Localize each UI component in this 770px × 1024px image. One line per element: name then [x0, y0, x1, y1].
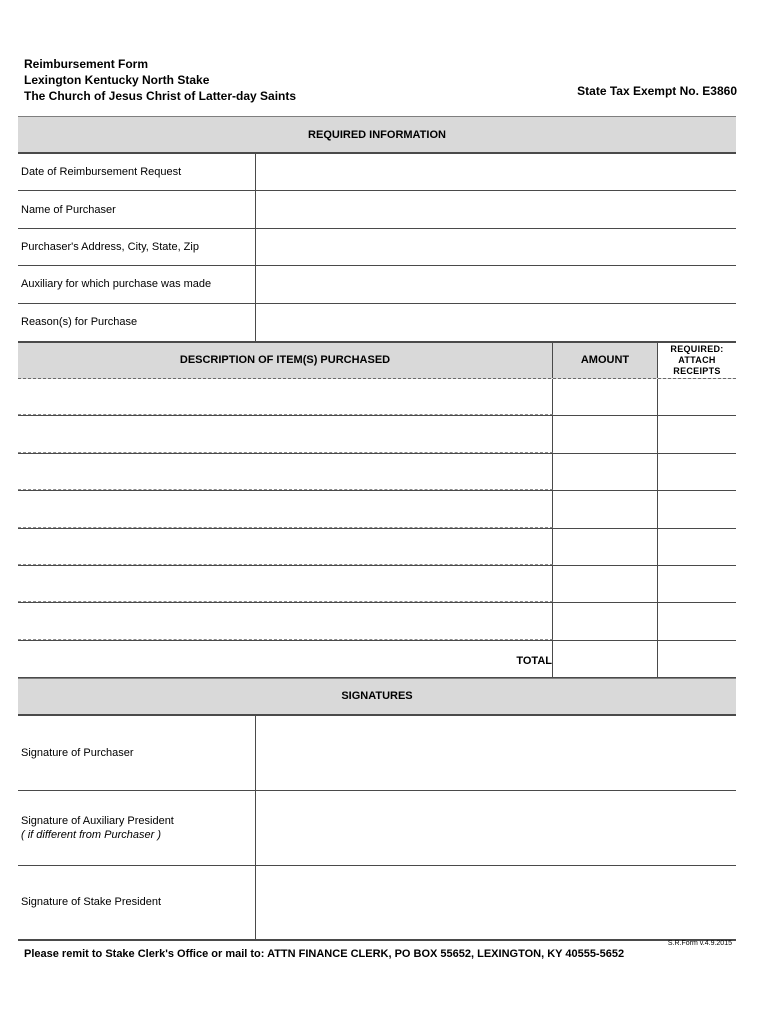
item-amount-field[interactable]: [553, 491, 658, 527]
amount-column-header: AMOUNT: [553, 343, 658, 378]
table-row: [18, 603, 736, 640]
remit-instructions: Please remit to Stake Clerk's Office or mail to: ATTN FINANCE CLERK, PO BOX 55652, LEXINGTON, KY 40555-5652: [24, 948, 625, 960]
item-description-field[interactable]: [18, 416, 553, 452]
item-description-field[interactable]: [18, 603, 553, 639]
table-row: [18, 491, 736, 528]
total-receipt-cell: [658, 641, 736, 677]
description-column-header: DESCRIPTION OF ITEM(S) PURCHASED: [18, 343, 553, 378]
item-description-field[interactable]: [18, 379, 553, 415]
purchaser-signature-field[interactable]: [256, 716, 736, 790]
field-label: Name of Purchaser: [18, 191, 256, 227]
table-row: [18, 454, 736, 491]
church-name: The Church of Jesus Christ of Latter-day Saints: [24, 89, 297, 103]
form-title: Reimbursement Form: [24, 57, 149, 71]
info-row-purchaser-name: [18, 191, 736, 228]
info-row-reason: [18, 304, 736, 341]
item-description-field[interactable]: [18, 491, 553, 527]
item-amount-field[interactable]: [553, 379, 658, 415]
items-table-header: [18, 341, 736, 379]
receipts-header-line: ATTACH: [678, 354, 716, 365]
receipts-header-line: REQUIRED:: [670, 343, 724, 354]
signatures-header: SIGNATURES: [18, 678, 736, 716]
info-row-auxiliary: [18, 266, 736, 303]
stake-president-signature-field[interactable]: [256, 866, 736, 939]
table-row: [18, 529, 736, 566]
total-row: [18, 641, 736, 678]
total-amount-field[interactable]: [553, 641, 658, 677]
item-receipt-cell[interactable]: [658, 603, 736, 639]
purchaser-name-field[interactable]: [256, 191, 736, 227]
auxiliary-president-signature-label: Signature of Auxiliary President: [21, 814, 174, 827]
item-receipt-cell[interactable]: [658, 529, 736, 565]
item-receipt-cell[interactable]: [658, 379, 736, 415]
total-label: TOTAL: [18, 641, 553, 677]
auxiliary-field[interactable]: [256, 266, 736, 302]
signature-label: [18, 791, 256, 865]
receipts-column-header: [658, 343, 736, 378]
item-receipt-cell[interactable]: [658, 566, 736, 602]
signature-label: [18, 866, 256, 939]
table-row: [18, 566, 736, 603]
info-row-date: [18, 154, 736, 191]
item-amount-field[interactable]: [553, 603, 658, 639]
item-description-field[interactable]: [18, 529, 553, 565]
table-row: [18, 416, 736, 453]
reimbursement-form: [18, 116, 736, 941]
auxiliary-president-signature-field[interactable]: [256, 791, 736, 865]
form-header: [24, 56, 296, 104]
address-field[interactable]: [256, 229, 736, 265]
field-label: Purchaser's Address, City, State, Zip: [18, 229, 256, 265]
info-row-address: [18, 229, 736, 266]
item-receipt-cell[interactable]: [658, 416, 736, 452]
item-receipt-cell[interactable]: [658, 491, 736, 527]
signature-label: [18, 716, 256, 790]
signature-row-auxiliary-president: [18, 791, 736, 866]
receipts-header-line: RECEIPTS: [673, 365, 721, 376]
required-information-header: REQUIRED INFORMATION: [18, 116, 736, 154]
stake-name: Lexington Kentucky North Stake: [24, 73, 210, 87]
item-receipt-cell[interactable]: [658, 454, 736, 490]
stake-president-signature-label: Signature of Stake President: [21, 896, 162, 909]
form-version: S.R.Form v.4.9.2015: [667, 940, 732, 947]
item-amount-field[interactable]: [553, 566, 658, 602]
auxiliary-president-note: ( if different from Purchaser ): [21, 828, 161, 841]
signature-row-stake-president: [18, 866, 736, 941]
purchaser-signature-label: Signature of Purchaser: [21, 746, 134, 759]
item-description-field[interactable]: [18, 454, 553, 490]
date-field[interactable]: [256, 154, 736, 190]
table-row: [18, 379, 736, 416]
item-description-field[interactable]: [18, 566, 553, 602]
item-amount-field[interactable]: [553, 529, 658, 565]
reason-field[interactable]: [256, 304, 736, 341]
signature-row-purchaser: [18, 716, 736, 791]
item-amount-field[interactable]: [553, 416, 658, 452]
field-label: Auxiliary for which purchase was made: [18, 266, 256, 302]
field-label: Date of Reimbursement Request: [18, 154, 256, 190]
tax-exempt-number: State Tax Exempt No. E3860: [577, 84, 737, 98]
field-label: Reason(s) for Purchase: [18, 304, 256, 341]
item-amount-field[interactable]: [553, 454, 658, 490]
